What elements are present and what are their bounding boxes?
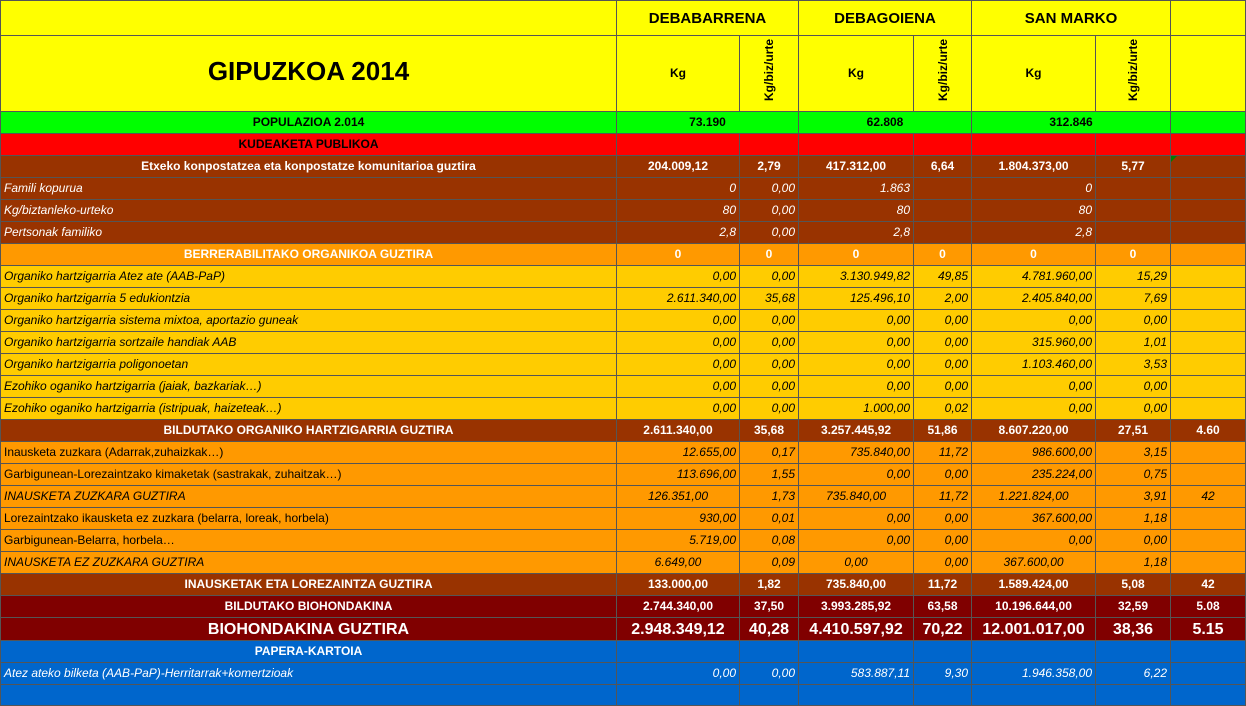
- value-cell[interactable]: 0: [1096, 244, 1171, 266]
- value-cell[interactable]: 315.960,00: [972, 332, 1096, 354]
- value-cell[interactable]: [1171, 530, 1246, 552]
- value-cell[interactable]: 2,8: [972, 222, 1096, 244]
- value-cell[interactable]: [799, 685, 914, 706]
- section-public-label[interactable]: KUDEAKETA PUBLIKOA: [1, 134, 617, 156]
- value-cell[interactable]: [1171, 288, 1246, 310]
- value-cell[interactable]: [1171, 464, 1246, 486]
- value-cell[interactable]: 35,68: [740, 420, 799, 442]
- table-row: [1, 618, 1246, 641]
- row-label[interactable]: Kg/biztanleko-urteko: [1, 200, 617, 222]
- row-label[interactable]: Organiko hartzigarria sortzaile handiak AAB: [1, 332, 617, 354]
- table-row: [1, 310, 1246, 332]
- value-cell[interactable]: 1,01: [1096, 332, 1171, 354]
- value-cell[interactable]: 6,22: [1096, 663, 1171, 685]
- value-cell[interactable]: 80: [799, 200, 914, 222]
- cell[interactable]: [740, 134, 799, 156]
- value-cell[interactable]: 1.804.373,00: [972, 156, 1096, 178]
- value-cell[interactable]: [1171, 244, 1246, 266]
- table-row: [1, 574, 1246, 596]
- value-cell[interactable]: 235.224,00: [972, 464, 1096, 486]
- value-cell[interactable]: 2.611.340,00: [617, 288, 740, 310]
- table-row: [1, 266, 1246, 288]
- value-cell[interactable]: [1096, 641, 1171, 663]
- unit-kgbiz-debabarrena: Kg/biz/urte: [762, 39, 776, 101]
- value-cell[interactable]: 735.840,00: [799, 486, 914, 508]
- value-cell[interactable]: 0,00: [799, 530, 914, 552]
- row-label[interactable]: BIOHONDAKINA GUZTIRA: [1, 618, 617, 641]
- value-cell[interactable]: 0,00: [914, 376, 972, 398]
- value-cell[interactable]: 0,02: [914, 398, 972, 420]
- value-cell[interactable]: 1.000,00: [799, 398, 914, 420]
- table-row: [1, 685, 1246, 706]
- value-cell[interactable]: 35,68: [740, 288, 799, 310]
- value-cell[interactable]: [1171, 508, 1246, 530]
- table-row: [1, 354, 1246, 376]
- value-cell[interactable]: [1171, 200, 1246, 222]
- value-cell[interactable]: 0,00: [740, 310, 799, 332]
- row-label[interactable]: BILDUTAKO BIOHONDAKINA: [1, 596, 617, 618]
- row-label[interactable]: Famili kopurua: [1, 178, 617, 200]
- value-cell[interactable]: 3,15: [1096, 442, 1171, 464]
- value-cell[interactable]: 3.257.445,92: [799, 420, 914, 442]
- value-cell[interactable]: [1171, 222, 1246, 244]
- value-cell[interactable]: 1,18: [1096, 508, 1171, 530]
- unit-kg-san-marko[interactable]: Kg: [972, 36, 1096, 112]
- value-cell[interactable]: [617, 685, 740, 706]
- value-cell[interactable]: 0,17: [740, 442, 799, 464]
- row-label[interactable]: Organiko hartzigarria Atez ate (AAB-PaP): [1, 266, 617, 288]
- value-cell[interactable]: 11,72: [914, 574, 972, 596]
- value-cell[interactable]: 113.696,00: [617, 464, 740, 486]
- value-cell[interactable]: 0: [617, 244, 740, 266]
- unit-next[interactable]: [1171, 36, 1246, 112]
- value-cell[interactable]: [914, 178, 972, 200]
- cell[interactable]: [799, 134, 914, 156]
- value-cell[interactable]: 27,51: [1096, 420, 1171, 442]
- value-cell[interactable]: 10.196.644,00: [972, 596, 1096, 618]
- cell[interactable]: [617, 134, 740, 156]
- row-label[interactable]: INAUSKETA EZ ZUZKARA GUZTIRA: [1, 552, 617, 574]
- cell[interactable]: [914, 134, 972, 156]
- value-cell[interactable]: [1171, 156, 1246, 178]
- value-cell[interactable]: 2.744.340,00: [617, 596, 740, 618]
- value-cell[interactable]: 8.607.220,00: [972, 420, 1096, 442]
- value-cell[interactable]: 0,09: [740, 552, 799, 574]
- row-label[interactable]: Organiko hartzigarria sistema mixtoa, aportazio guneak: [1, 310, 617, 332]
- value-cell[interactable]: 38,36: [1096, 618, 1171, 641]
- value-cell[interactable]: 2,8: [799, 222, 914, 244]
- value-cell[interactable]: 367.600,00: [972, 508, 1096, 530]
- value-cell[interactable]: 0,00: [740, 376, 799, 398]
- row-label[interactable]: INAUSKETA ZUZKARA GUZTIRA: [1, 486, 617, 508]
- value-cell[interactable]: 0,00: [1096, 376, 1171, 398]
- value-cell[interactable]: [972, 641, 1096, 663]
- value-cell[interactable]: 3.993.285,92: [799, 596, 914, 618]
- row-label[interactable]: PAPERA-KARTOIA: [1, 641, 617, 663]
- value-cell[interactable]: 0,00: [799, 464, 914, 486]
- value-cell[interactable]: 367.600,00: [972, 552, 1096, 574]
- value-cell[interactable]: 5,08: [1096, 574, 1171, 596]
- value-cell[interactable]: 42: [1171, 574, 1246, 596]
- row-label[interactable]: BILDUTAKO ORGANIKO HARTZIGARRIA GUZTIRA: [1, 420, 617, 442]
- value-cell[interactable]: 0,00: [740, 200, 799, 222]
- value-cell[interactable]: 1.103.460,00: [972, 354, 1096, 376]
- value-cell[interactable]: 0,00: [972, 310, 1096, 332]
- value-cell[interactable]: [1171, 332, 1246, 354]
- table-row: [1, 178, 1246, 200]
- value-cell[interactable]: 5.719,00: [617, 530, 740, 552]
- row-label[interactable]: [1, 685, 617, 706]
- row-label[interactable]: Etxeko konpostatzea eta konpostatze komunitarioa guztira: [1, 156, 617, 178]
- row-label[interactable]: Atez ateko bilketa (AAB-PaP)-Herritarrak+komertzioak: [1, 663, 617, 685]
- value-cell[interactable]: 133.000,00: [617, 574, 740, 596]
- value-cell[interactable]: 0: [972, 244, 1096, 266]
- value-cell[interactable]: 0,00: [1096, 398, 1171, 420]
- unit-kg-debabarrena[interactable]: Kg: [617, 36, 740, 112]
- value-cell[interactable]: 1,18: [1096, 552, 1171, 574]
- value-cell[interactable]: 0,08: [740, 530, 799, 552]
- value-cell[interactable]: 0,00: [617, 663, 740, 685]
- value-cell[interactable]: 0,00: [1096, 530, 1171, 552]
- value-cell[interactable]: 6,64: [914, 156, 972, 178]
- value-cell[interactable]: 1.946.358,00: [972, 663, 1096, 685]
- table-row: [1, 552, 1246, 574]
- value-cell[interactable]: 2.948.349,12: [617, 618, 740, 641]
- value-cell[interactable]: 4.781.960,00: [972, 266, 1096, 288]
- value-cell[interactable]: [1171, 641, 1246, 663]
- value-cell[interactable]: 1.589.424,00: [972, 574, 1096, 596]
- row-label[interactable]: BERRERABILITAKO ORGANIKOA GUZTIRA: [1, 244, 617, 266]
- value-cell[interactable]: 0,75: [1096, 464, 1171, 486]
- value-cell[interactable]: 40,28: [740, 618, 799, 641]
- population-san-marko[interactable]: 312.846: [972, 112, 1171, 134]
- table-row: [1, 244, 1246, 266]
- value-cell[interactable]: [1171, 376, 1246, 398]
- value-cell[interactable]: 2,00: [914, 288, 972, 310]
- row-label[interactable]: Pertsonak familiko: [1, 222, 617, 244]
- table-row: [1, 464, 1246, 486]
- value-cell[interactable]: 0,00: [740, 663, 799, 685]
- value-cell[interactable]: 0,00: [617, 376, 740, 398]
- value-cell[interactable]: 0,00: [799, 310, 914, 332]
- value-cell[interactable]: 2.611.340,00: [617, 420, 740, 442]
- value-cell[interactable]: 125.496,10: [799, 288, 914, 310]
- value-cell[interactable]: 5.15: [1171, 618, 1246, 641]
- region-header-san-marko[interactable]: SAN MARKO: [972, 1, 1171, 36]
- value-cell[interactable]: 63,58: [914, 596, 972, 618]
- unit-kgbiz-san-marko: Kg/biz/urte: [1126, 39, 1141, 101]
- value-cell[interactable]: 1,82: [740, 574, 799, 596]
- value-cell[interactable]: 51,86: [914, 420, 972, 442]
- header-cell-blank[interactable]: [1, 1, 617, 36]
- value-cell[interactable]: 70,22: [914, 618, 972, 641]
- value-cell[interactable]: 0,00: [740, 222, 799, 244]
- table-row: [1, 200, 1246, 222]
- value-cell[interactable]: [740, 641, 799, 663]
- value-cell[interactable]: 1,55: [740, 464, 799, 486]
- header-row-regions: [1, 1, 1246, 36]
- value-cell[interactable]: 9,30: [914, 663, 972, 685]
- value-cell[interactable]: 0: [740, 244, 799, 266]
- population-debagoiena[interactable]: 62.808: [799, 112, 972, 134]
- value-cell[interactable]: 0,00: [617, 398, 740, 420]
- value-cell[interactable]: 0,00: [799, 508, 914, 530]
- value-cell[interactable]: 5,77: [1096, 156, 1171, 178]
- table-row: [1, 596, 1246, 618]
- value-cell[interactable]: [1171, 178, 1246, 200]
- value-cell[interactable]: 3,53: [1096, 354, 1171, 376]
- table-row: [1, 398, 1246, 420]
- value-cell[interactable]: 583.887,11: [799, 663, 914, 685]
- value-cell[interactable]: 0,00: [617, 332, 740, 354]
- table-row: [1, 663, 1246, 685]
- value-cell[interactable]: 0,00: [617, 310, 740, 332]
- value-cell[interactable]: 12.001.017,00: [972, 618, 1096, 641]
- value-cell[interactable]: 0,00: [914, 530, 972, 552]
- value-cell[interactable]: [914, 641, 972, 663]
- row-label[interactable]: Garbigunean-Lorezaintzako kimaketak (sastrakak, zuhaitzak…): [1, 464, 617, 486]
- value-cell[interactable]: [914, 200, 972, 222]
- value-cell[interactable]: 0,00: [972, 376, 1096, 398]
- value-cell[interactable]: 735.840,00: [799, 574, 914, 596]
- value-cell[interactable]: 4.410.597,92: [799, 618, 914, 641]
- value-cell[interactable]: [1171, 552, 1246, 574]
- table-row: [1, 641, 1246, 663]
- table-row: [1, 508, 1246, 530]
- value-cell[interactable]: [914, 222, 972, 244]
- row-label[interactable]: Organiko hartzigarria 5 edukiontzia: [1, 288, 617, 310]
- table-row: [1, 420, 1246, 442]
- value-cell[interactable]: [1171, 442, 1246, 464]
- value-cell[interactable]: 7,69: [1096, 288, 1171, 310]
- value-cell[interactable]: [740, 685, 799, 706]
- population-debabarrena[interactable]: 73.190: [617, 112, 799, 134]
- value-cell[interactable]: 0,00: [914, 310, 972, 332]
- cell[interactable]: [972, 134, 1096, 156]
- table-row: [1, 486, 1246, 508]
- value-cell[interactable]: [1171, 310, 1246, 332]
- value-cell[interactable]: 0,00: [914, 552, 972, 574]
- value-cell[interactable]: 2,79: [740, 156, 799, 178]
- value-cell[interactable]: 0,00: [1096, 310, 1171, 332]
- row-label[interactable]: Garbigunean-Belarra, horbela…: [1, 530, 617, 552]
- value-cell[interactable]: [1096, 222, 1171, 244]
- row-label[interactable]: Ezohiko oganiko hartzigarria (jaiak, bazkariak…): [1, 376, 617, 398]
- table-row: [1, 288, 1246, 310]
- value-cell[interactable]: 3,91: [1096, 486, 1171, 508]
- value-cell[interactable]: 0,01: [740, 508, 799, 530]
- population-row: [1, 112, 1246, 134]
- table-row: [1, 222, 1246, 244]
- row-label[interactable]: Lorezaintzako ikausketa ez zuzkara (belarra, loreak, horbela): [1, 508, 617, 530]
- row-label[interactable]: INAUSKETAK ETA LOREZAINTZA GUZTIRA: [1, 574, 617, 596]
- value-cell[interactable]: 0,00: [799, 552, 914, 574]
- value-cell[interactable]: 4.60: [1171, 420, 1246, 442]
- unit-kgbiz-debagoiena-cell[interactable]: [914, 36, 972, 112]
- header-row-units: [1, 36, 1246, 112]
- cell[interactable]: [1096, 134, 1171, 156]
- value-cell[interactable]: 0,00: [914, 332, 972, 354]
- value-cell[interactable]: [1096, 685, 1171, 706]
- value-cell[interactable]: 735.840,00: [799, 442, 914, 464]
- value-cell[interactable]: 0,00: [972, 530, 1096, 552]
- value-cell[interactable]: 6.649,00: [617, 552, 740, 574]
- value-cell[interactable]: 12.655,00: [617, 442, 740, 464]
- value-cell[interactable]: 0,00: [740, 266, 799, 288]
- value-cell[interactable]: 986.600,00: [972, 442, 1096, 464]
- value-cell[interactable]: 0: [914, 244, 972, 266]
- value-cell[interactable]: 0: [972, 178, 1096, 200]
- value-cell[interactable]: 417.312,00: [799, 156, 914, 178]
- row-label[interactable]: Inausketa zuzkara (Adarrak,zuhaizkak…): [1, 442, 617, 464]
- value-cell[interactable]: 2.405.840,00: [972, 288, 1096, 310]
- table-row: [1, 156, 1246, 178]
- value-cell[interactable]: [1171, 398, 1246, 420]
- cell[interactable]: [1171, 134, 1246, 156]
- value-cell[interactable]: [1171, 685, 1246, 706]
- value-cell[interactable]: 0,00: [740, 332, 799, 354]
- value-cell[interactable]: 126.351,00: [617, 486, 740, 508]
- region-header-debabarrena[interactable]: DEBABARRENA: [617, 1, 799, 36]
- population-label[interactable]: POPULAZIOA 2.014: [1, 112, 617, 134]
- value-cell[interactable]: 0,00: [972, 398, 1096, 420]
- value-cell[interactable]: 0: [799, 244, 914, 266]
- value-cell[interactable]: 0,00: [617, 354, 740, 376]
- value-cell[interactable]: [1171, 266, 1246, 288]
- section-public-row: [1, 134, 1246, 156]
- value-cell[interactable]: [914, 685, 972, 706]
- value-cell[interactable]: 15,29: [1096, 266, 1171, 288]
- value-cell[interactable]: 0,00: [914, 464, 972, 486]
- value-cell[interactable]: [617, 641, 740, 663]
- value-cell[interactable]: 32,59: [1096, 596, 1171, 618]
- value-cell[interactable]: 80: [972, 200, 1096, 222]
- value-cell[interactable]: [799, 641, 914, 663]
- table-row: [1, 530, 1246, 552]
- value-cell[interactable]: [1096, 200, 1171, 222]
- unit-kg-debagoiena[interactable]: Kg: [799, 36, 914, 112]
- value-cell[interactable]: 1.863: [799, 178, 914, 200]
- value-cell[interactable]: 0,00: [799, 354, 914, 376]
- region-header-next[interactable]: [1171, 1, 1246, 36]
- value-cell[interactable]: 11,72: [914, 442, 972, 464]
- value-cell[interactable]: 1.221.824,00: [972, 486, 1096, 508]
- value-cell[interactable]: 0,00: [914, 508, 972, 530]
- row-label[interactable]: Ezohiko oganiko hartzigarria (istripuak, haizeteak…): [1, 398, 617, 420]
- value-cell[interactable]: 5.08: [1171, 596, 1246, 618]
- unit-kgbiz-san-marko-cell[interactable]: [1096, 36, 1171, 112]
- value-cell[interactable]: 49,85: [914, 266, 972, 288]
- value-cell[interactable]: [1096, 178, 1171, 200]
- value-cell[interactable]: 42: [1171, 486, 1246, 508]
- table-row: [1, 442, 1246, 464]
- value-cell[interactable]: 0,00: [740, 398, 799, 420]
- unit-kgbiz-debagoiena: Kg/biz/urte: [935, 39, 950, 101]
- value-cell[interactable]: 1,73: [740, 486, 799, 508]
- value-cell[interactable]: 37,50: [740, 596, 799, 618]
- value-cell[interactable]: 80: [617, 200, 740, 222]
- value-cell[interactable]: 204.009,12: [617, 156, 740, 178]
- region-header-debagoiena[interactable]: DEBAGOIENA: [799, 1, 972, 36]
- row-label[interactable]: Organiko hartzigarria poligonoetan: [1, 354, 617, 376]
- value-cell[interactable]: 930,00: [617, 508, 740, 530]
- value-cell[interactable]: [1171, 663, 1246, 685]
- value-cell[interactable]: 3.130.949,82: [799, 266, 914, 288]
- value-cell[interactable]: 0,00: [799, 332, 914, 354]
- value-cell[interactable]: 0,00: [914, 354, 972, 376]
- sheet-title: GIPUZKOA 2014: [207, 55, 410, 86]
- value-cell[interactable]: 0: [617, 178, 740, 200]
- sheet-title-cell[interactable]: [1, 36, 617, 112]
- value-cell[interactable]: 0,00: [617, 266, 740, 288]
- value-cell[interactable]: 0,00: [740, 354, 799, 376]
- value-cell[interactable]: [972, 685, 1096, 706]
- value-cell[interactable]: 0,00: [799, 376, 914, 398]
- value-cell[interactable]: 11,72: [914, 486, 972, 508]
- unit-kgbiz-debabarrena-cell[interactable]: [740, 36, 799, 112]
- value-cell[interactable]: 0,00: [740, 178, 799, 200]
- table-row: [1, 332, 1246, 354]
- table-row: [1, 376, 1246, 398]
- value-cell[interactable]: 2,8: [617, 222, 740, 244]
- value-cell[interactable]: [1171, 354, 1246, 376]
- population-next[interactable]: [1171, 112, 1246, 134]
